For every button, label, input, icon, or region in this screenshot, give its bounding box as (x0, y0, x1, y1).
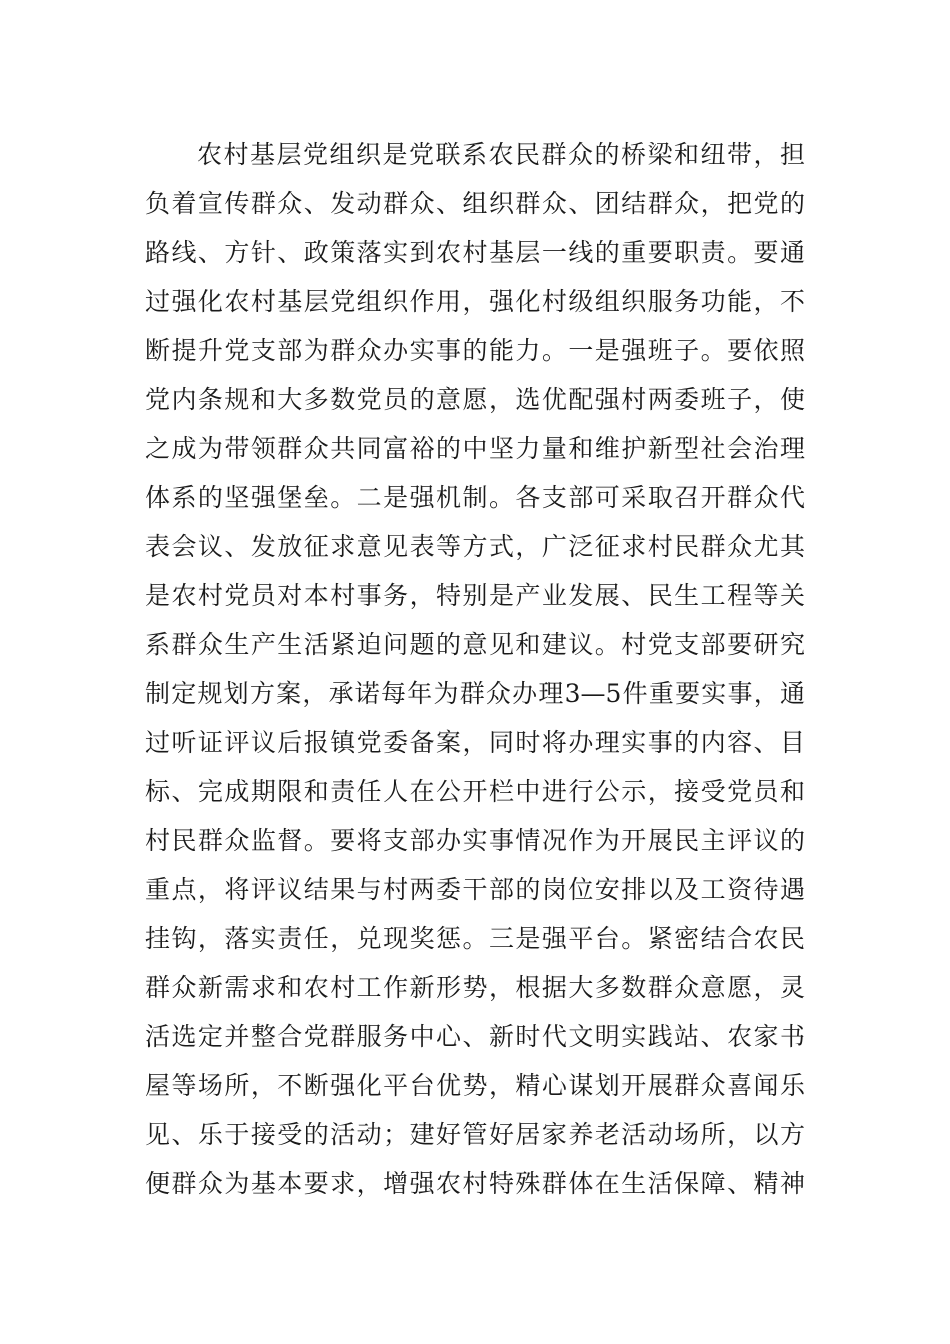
document-body (145, 130, 805, 1208)
text-line: 过听证评议后报镇党委备案，同时将办理实事的内容、目 (145, 728, 805, 757)
text-line: 路线、方针、政策落实到农村基层一线的重要职责。要通 (145, 238, 805, 267)
text-line: 群众新需求和农村工作新形势，根据大多数群众意愿，灵 (145, 973, 805, 1002)
text-line: 断提升党支部为群众办实事的能力。一是强班子。要依照 (145, 336, 805, 365)
text-line: 见、乐于接受的活动；建好管好居家养老活动场所，以方 (145, 1120, 805, 1149)
text-line: 活选定并整合党群服务中心、新时代文明实践站、农家书 (145, 1022, 805, 1051)
text-line: 标、完成期限和责任人在公开栏中进行公示，接受党员和 (145, 777, 805, 806)
text-line: 体系的坚强堡垒。二是强机制。各支部可采取召开群众代 (145, 483, 805, 512)
text-line: 过强化农村基层党组织作用，强化村级组织服务功能，不 (145, 287, 805, 316)
text-line: 是农村党员对本村事务，特别是产业发展、民生工程等关 (145, 581, 805, 610)
text-line: 之成为带领群众共同富裕的中坚力量和维护新型社会治理 (145, 434, 805, 463)
text-line: 制定规划方案，承诺每年为群众办理3—5件重要实事，通 (145, 679, 805, 708)
text-line: 屋等场所，不断强化平台优势，精心谋划开展群众喜闻乐 (145, 1071, 805, 1100)
text-line: 表会议、发放征求意见表等方式，广泛征求村民群众尤其 (145, 532, 805, 561)
text-line: 农村基层党组织是党联系农民群众的桥梁和纽带，担 (197, 140, 805, 169)
text-line: 便群众为基本要求，增强农村特殊群体在生活保障、精神 (145, 1169, 805, 1198)
text-line: 负着宣传群众、发动群众、组织群众、团结群众，把党的 (145, 189, 805, 218)
text-line: 重点，将评议结果与村两委干部的岗位安排以及工资待遇 (145, 875, 805, 904)
text-line: 挂钩，落实责任，兑现奖惩。三是强平台。紧密结合农民 (145, 924, 805, 953)
text-line: 系群众生产生活紧迫问题的意见和建议。村党支部要研究 (145, 630, 805, 659)
text-line: 党内条规和大多数党员的意愿，选优配强村两委班子，使 (145, 385, 805, 414)
text-line: 村民群众监督。要将支部办实事情况作为开展民主评议的 (145, 826, 805, 855)
